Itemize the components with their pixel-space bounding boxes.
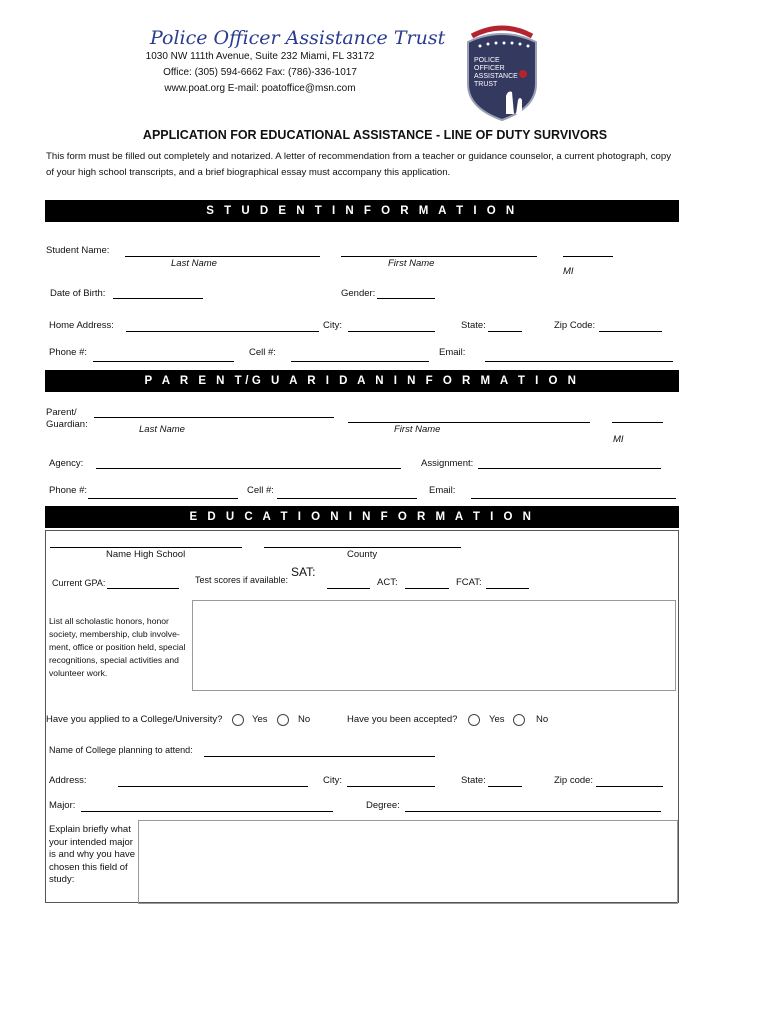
accepted-yes-label: Yes <box>489 714 505 725</box>
student-first-name-field[interactable] <box>341 256 537 257</box>
org-name: Police Officer Assistance Trust <box>150 27 446 49</box>
act-label: ACT: <box>377 577 398 588</box>
student-info-heading: S T U D E N T I N F O R M A T I O N <box>45 200 679 222</box>
college-address-label: Address: <box>49 775 87 786</box>
poat-badge-logo <box>462 18 542 122</box>
dob-field[interactable] <box>113 298 203 299</box>
parent-first-name-field[interactable] <box>348 422 590 423</box>
county-field[interactable] <box>264 547 461 548</box>
applied-yes-radio[interactable] <box>232 714 244 726</box>
college-address-field[interactable] <box>118 786 308 787</box>
accepted-no-radio[interactable] <box>513 714 525 726</box>
student-email-label: Email: <box>439 347 466 358</box>
college-state-label: State: <box>461 775 486 786</box>
parent-first-name-caption: First Name <box>394 424 441 435</box>
intro-line-1: This form must be filled out completely and notarized. A letter of recommendation from a teacher or guidance counselor, a current photograph, copy <box>46 151 671 162</box>
fcat-label: FCAT: <box>456 577 482 588</box>
education-info-heading: E D U C A T I O N I N F O R M A T I O N <box>45 506 679 528</box>
parent-phone-label: Phone #: <box>49 485 88 496</box>
applied-question: Have you applied to a College/University? <box>46 714 223 725</box>
agency-label: Agency: <box>49 458 84 469</box>
parent-cell-field[interactable] <box>277 498 417 499</box>
honors-textarea[interactable] <box>192 600 676 691</box>
test-scores-label: Test scores if available: <box>195 575 289 585</box>
applied-no-radio[interactable] <box>277 714 289 726</box>
intro-line-2: of your high school transcripts, and a brief biographical essay must accompany this application. <box>46 167 451 178</box>
parent-mi-caption: MI <box>613 434 624 445</box>
parent-email-field[interactable] <box>471 498 676 499</box>
student-city-field[interactable] <box>348 331 435 332</box>
college-state-field[interactable] <box>488 786 522 787</box>
student-cell-label: Cell #: <box>249 347 276 358</box>
applied-yes-label: Yes <box>252 714 268 725</box>
student-email-field[interactable] <box>485 361 673 362</box>
explain-major-textarea[interactable] <box>138 820 678 904</box>
badge-line-3: ASSISTANCE <box>474 73 518 80</box>
fcat-field[interactable] <box>486 588 529 589</box>
college-zip-label: Zip code: <box>554 775 594 786</box>
student-state-label: State: <box>461 320 486 331</box>
degree-field[interactable] <box>405 811 661 812</box>
student-state-field[interactable] <box>488 331 522 332</box>
badge-line-2: OFFICER <box>474 65 505 72</box>
sat-label: SAT: <box>291 565 316 579</box>
org-address: 1030 NW 111th Avenue, Suite 232 Miami, FL 33172 <box>145 51 375 62</box>
parent-last-name-caption: Last Name <box>139 424 185 435</box>
high-school-caption: Name High School <box>106 549 186 560</box>
college-name-label: Name of College planning to attend: <box>49 745 193 755</box>
agency-field[interactable] <box>96 468 401 469</box>
accepted-no-label: No <box>536 714 549 725</box>
accepted-question: Have you been accepted? <box>347 714 458 725</box>
act-field[interactable] <box>405 588 449 589</box>
assignment-field[interactable] <box>478 468 661 469</box>
student-phone-label: Phone #: <box>49 347 88 358</box>
gpa-field[interactable] <box>107 588 179 589</box>
org-web-email: www.poat.org E-mail: poatoffice@msn.com <box>164 83 356 94</box>
college-city-label: City: <box>323 775 342 786</box>
accepted-yes-radio[interactable] <box>468 714 480 726</box>
student-last-name-field[interactable] <box>125 256 320 257</box>
parent-mi-field[interactable] <box>612 422 663 423</box>
org-phones: Office: (305) 594-6662 Fax: (786)-336-1017 <box>163 67 357 78</box>
gender-field[interactable] <box>377 298 435 299</box>
county-caption: County <box>347 549 378 560</box>
parent-info-heading: P A R E N T/G U A R I D A N I N F O R M A T I O N <box>45 370 679 392</box>
student-phone-field[interactable] <box>93 361 234 362</box>
parent-label-2: Guardian: <box>46 419 88 430</box>
student-mi-field[interactable] <box>563 256 613 257</box>
gender-label: Gender: <box>341 288 376 299</box>
form-intro <box>46 149 716 181</box>
parent-label-1: Parent/ <box>46 407 77 418</box>
college-city-field[interactable] <box>347 786 435 787</box>
major-field[interactable] <box>81 811 333 812</box>
parent-last-name-field[interactable] <box>94 417 334 418</box>
form-title: APPLICATION FOR EDUCATIONAL ASSISTANCE - LINE OF DUTY SURVIVORS <box>142 128 608 142</box>
student-zip-label: Zip Code: <box>554 320 596 331</box>
home-address-field[interactable] <box>126 331 319 332</box>
parent-email-label: Email: <box>429 485 456 496</box>
sat-field[interactable] <box>327 588 370 589</box>
dob-label: Date of Birth: <box>50 288 106 299</box>
college-zip-field[interactable] <box>596 786 663 787</box>
applied-no-label: No <box>298 714 311 725</box>
degree-label: Degree: <box>366 800 400 811</box>
explain-instructions: Explain briefly what your intended major is and why you have chosen this field of study: <box>49 824 136 885</box>
honors-instructions: List all scholastic honors, honor society, membership, club involve- ment, office or position held, special recognitions, special activities and volunteer work. <box>49 616 186 678</box>
parent-phone-field[interactable] <box>88 498 238 499</box>
major-label: Major: <box>49 800 76 811</box>
student-zip-field[interactable] <box>599 331 662 332</box>
gpa-label: Current GPA: <box>52 578 106 588</box>
student-city-label: City: <box>323 320 342 331</box>
assignment-label: Assignment: <box>421 458 474 469</box>
high-school-field[interactable] <box>50 547 242 548</box>
student-mi-caption: MI <box>563 266 574 277</box>
badge-line-4: TRUST <box>474 81 498 88</box>
student-cell-field[interactable] <box>291 361 429 362</box>
student-first-name-caption: First Name <box>388 258 435 269</box>
parent-cell-label: Cell #: <box>247 485 274 496</box>
badge-line-1: POLICE <box>474 57 500 64</box>
student-name-label: Student Name: <box>46 245 110 256</box>
college-name-field[interactable] <box>204 756 435 757</box>
home-address-label: Home Address: <box>49 320 114 331</box>
student-last-name-caption: Last Name <box>171 258 217 269</box>
